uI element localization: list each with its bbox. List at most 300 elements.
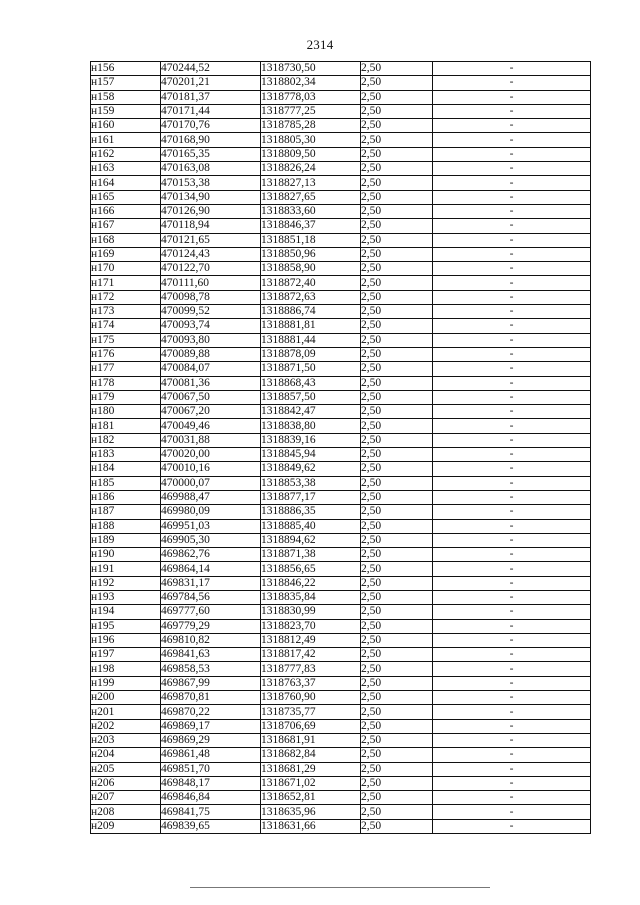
table-row bbox=[91, 691, 591, 705]
point-id-cell: н176 bbox=[91, 347, 161, 361]
table-row bbox=[91, 748, 591, 762]
x-coordinate-cell: 470031,88 bbox=[161, 433, 261, 447]
point-id-cell: н190 bbox=[91, 548, 161, 562]
point-id-cell: н203 bbox=[91, 733, 161, 747]
table-row bbox=[91, 705, 591, 719]
description-cell: - bbox=[433, 590, 591, 604]
point-id-cell: н205 bbox=[91, 762, 161, 776]
y-coordinate-cell: 1318872,63 bbox=[261, 290, 361, 304]
y-coordinate-cell: 1318881,44 bbox=[261, 333, 361, 347]
table-row bbox=[91, 90, 591, 104]
y-coordinate-cell: 1318631,66 bbox=[261, 819, 361, 833]
point-id-cell: н206 bbox=[91, 776, 161, 790]
point-id-cell: н162 bbox=[91, 147, 161, 161]
point-id-cell: н180 bbox=[91, 405, 161, 419]
description-cell: - bbox=[433, 662, 591, 676]
x-coordinate-cell: 470124,43 bbox=[161, 247, 261, 261]
point-id-cell: н189 bbox=[91, 533, 161, 547]
point-id-cell: н188 bbox=[91, 519, 161, 533]
error-cell: 2,50 bbox=[361, 104, 433, 118]
error-cell: 2,50 bbox=[361, 190, 433, 204]
table-row bbox=[91, 347, 591, 361]
y-coordinate-cell: 1318817,42 bbox=[261, 648, 361, 662]
error-cell: 2,50 bbox=[361, 204, 433, 218]
error-cell: 2,50 bbox=[361, 605, 433, 619]
error-cell: 2,50 bbox=[361, 590, 433, 604]
point-id-cell: н163 bbox=[91, 162, 161, 176]
error-cell: 2,50 bbox=[361, 247, 433, 261]
error-cell: 2,50 bbox=[361, 705, 433, 719]
table-row bbox=[91, 805, 591, 819]
y-coordinate-cell: 1318846,22 bbox=[261, 576, 361, 590]
description-cell: - bbox=[433, 290, 591, 304]
x-coordinate-cell: 470020,00 bbox=[161, 448, 261, 462]
description-cell: - bbox=[433, 62, 591, 76]
error-cell: 2,50 bbox=[361, 433, 433, 447]
error-cell: 2,50 bbox=[361, 219, 433, 233]
error-cell: 2,50 bbox=[361, 233, 433, 247]
point-id-cell: н161 bbox=[91, 133, 161, 147]
description-cell: - bbox=[433, 676, 591, 690]
description-cell: - bbox=[433, 376, 591, 390]
point-id-cell: н166 bbox=[91, 204, 161, 218]
y-coordinate-cell: 1318760,90 bbox=[261, 691, 361, 705]
error-cell: 2,50 bbox=[361, 276, 433, 290]
x-coordinate-cell: 469862,76 bbox=[161, 548, 261, 562]
point-id-cell: н165 bbox=[91, 190, 161, 204]
table-row bbox=[91, 791, 591, 805]
error-cell: 2,50 bbox=[361, 62, 433, 76]
y-coordinate-cell: 1318871,50 bbox=[261, 362, 361, 376]
coordinates-table bbox=[90, 61, 591, 834]
error-cell: 2,50 bbox=[361, 290, 433, 304]
table-row bbox=[91, 176, 591, 190]
x-coordinate-cell: 469869,17 bbox=[161, 719, 261, 733]
y-coordinate-cell: 1318805,30 bbox=[261, 133, 361, 147]
page-number: 2314 bbox=[306, 37, 334, 52]
point-id-cell: н192 bbox=[91, 576, 161, 590]
table-row bbox=[91, 119, 591, 133]
y-coordinate-cell: 1318872,40 bbox=[261, 276, 361, 290]
description-cell: - bbox=[433, 548, 591, 562]
description-cell: - bbox=[433, 262, 591, 276]
description-cell: - bbox=[433, 333, 591, 347]
table-row bbox=[91, 776, 591, 790]
y-coordinate-cell: 1318850,96 bbox=[261, 247, 361, 261]
point-id-cell: н171 bbox=[91, 276, 161, 290]
description-cell: - bbox=[433, 76, 591, 90]
x-coordinate-cell: 470121,65 bbox=[161, 233, 261, 247]
y-coordinate-cell: 1318777,83 bbox=[261, 662, 361, 676]
y-coordinate-cell: 1318827,13 bbox=[261, 176, 361, 190]
y-coordinate-cell: 1318886,35 bbox=[261, 505, 361, 519]
point-id-cell: н160 bbox=[91, 119, 161, 133]
y-coordinate-cell: 1318777,25 bbox=[261, 104, 361, 118]
y-coordinate-cell: 1318871,38 bbox=[261, 548, 361, 562]
x-coordinate-cell: 469988,47 bbox=[161, 490, 261, 504]
error-cell: 2,50 bbox=[361, 133, 433, 147]
error-cell: 2,50 bbox=[361, 162, 433, 176]
y-coordinate-cell: 1318671,02 bbox=[261, 776, 361, 790]
point-id-cell: н182 bbox=[91, 433, 161, 447]
x-coordinate-cell: 470170,76 bbox=[161, 119, 261, 133]
table-row bbox=[91, 519, 591, 533]
y-coordinate-cell: 1318851,18 bbox=[261, 233, 361, 247]
table-row bbox=[91, 262, 591, 276]
point-id-cell: н197 bbox=[91, 648, 161, 662]
description-cell: - bbox=[433, 776, 591, 790]
x-coordinate-cell: 469867,99 bbox=[161, 676, 261, 690]
description-cell: - bbox=[433, 190, 591, 204]
error-cell: 2,50 bbox=[361, 576, 433, 590]
table-row bbox=[91, 319, 591, 333]
x-coordinate-cell: 469777,60 bbox=[161, 605, 261, 619]
error-cell: 2,50 bbox=[361, 619, 433, 633]
point-id-cell: н184 bbox=[91, 462, 161, 476]
table-row bbox=[91, 762, 591, 776]
description-cell: - bbox=[433, 462, 591, 476]
description-cell: - bbox=[433, 204, 591, 218]
x-coordinate-cell: 469839,65 bbox=[161, 819, 261, 833]
description-cell: - bbox=[433, 533, 591, 547]
description-cell: - bbox=[433, 247, 591, 261]
point-id-cell: н164 bbox=[91, 176, 161, 190]
x-coordinate-cell: 469951,03 bbox=[161, 519, 261, 533]
table-row bbox=[91, 562, 591, 576]
table-row bbox=[91, 247, 591, 261]
error-cell: 2,50 bbox=[361, 476, 433, 490]
description-cell: - bbox=[433, 605, 591, 619]
error-cell: 2,50 bbox=[361, 548, 433, 562]
description-cell: - bbox=[433, 219, 591, 233]
table-row bbox=[91, 376, 591, 390]
table-row bbox=[91, 648, 591, 662]
error-cell: 2,50 bbox=[361, 119, 433, 133]
x-coordinate-cell: 470111,60 bbox=[161, 276, 261, 290]
y-coordinate-cell: 1318802,34 bbox=[261, 76, 361, 90]
x-coordinate-cell: 470165,35 bbox=[161, 147, 261, 161]
description-cell: - bbox=[433, 433, 591, 447]
x-coordinate-cell: 470000,07 bbox=[161, 476, 261, 490]
error-cell: 2,50 bbox=[361, 533, 433, 547]
x-coordinate-cell: 470098,78 bbox=[161, 290, 261, 304]
x-coordinate-cell: 469870,22 bbox=[161, 705, 261, 719]
description-cell: - bbox=[433, 505, 591, 519]
point-id-cell: н207 bbox=[91, 791, 161, 805]
point-id-cell: н196 bbox=[91, 633, 161, 647]
x-coordinate-cell: 469810,82 bbox=[161, 633, 261, 647]
y-coordinate-cell: 1318635,96 bbox=[261, 805, 361, 819]
point-id-cell: н156 bbox=[91, 62, 161, 76]
y-coordinate-cell: 1318839,16 bbox=[261, 433, 361, 447]
description-cell: - bbox=[433, 305, 591, 319]
error-cell: 2,50 bbox=[361, 462, 433, 476]
table-row bbox=[91, 219, 591, 233]
x-coordinate-cell: 470153,38 bbox=[161, 176, 261, 190]
y-coordinate-cell: 1318842,47 bbox=[261, 405, 361, 419]
y-coordinate-cell: 1318838,80 bbox=[261, 419, 361, 433]
table-row bbox=[91, 305, 591, 319]
point-id-cell: н209 bbox=[91, 819, 161, 833]
error-cell: 2,50 bbox=[361, 719, 433, 733]
error-cell: 2,50 bbox=[361, 90, 433, 104]
x-coordinate-cell: 470081,36 bbox=[161, 376, 261, 390]
y-coordinate-cell: 1318681,29 bbox=[261, 762, 361, 776]
error-cell: 2,50 bbox=[361, 733, 433, 747]
error-cell: 2,50 bbox=[361, 419, 433, 433]
point-id-cell: н170 bbox=[91, 262, 161, 276]
table-row bbox=[91, 433, 591, 447]
table-row bbox=[91, 448, 591, 462]
x-coordinate-cell: 470181,37 bbox=[161, 90, 261, 104]
description-cell: - bbox=[433, 633, 591, 647]
point-id-cell: н201 bbox=[91, 705, 161, 719]
x-coordinate-cell: 469980,09 bbox=[161, 505, 261, 519]
description-cell: - bbox=[433, 762, 591, 776]
point-id-cell: н157 bbox=[91, 76, 161, 90]
error-cell: 2,50 bbox=[361, 691, 433, 705]
point-id-cell: н183 bbox=[91, 448, 161, 462]
x-coordinate-cell: 470067,20 bbox=[161, 405, 261, 419]
x-coordinate-cell: 469779,29 bbox=[161, 619, 261, 633]
x-coordinate-cell: 469841,75 bbox=[161, 805, 261, 819]
description-cell: - bbox=[433, 390, 591, 404]
page-bottom-rule bbox=[190, 887, 490, 888]
error-cell: 2,50 bbox=[361, 347, 433, 361]
point-id-cell: н202 bbox=[91, 719, 161, 733]
y-coordinate-cell: 1318682,84 bbox=[261, 748, 361, 762]
x-coordinate-cell: 470067,50 bbox=[161, 390, 261, 404]
y-coordinate-cell: 1318886,74 bbox=[261, 305, 361, 319]
coordinates-table-body bbox=[91, 62, 591, 834]
point-id-cell: н177 bbox=[91, 362, 161, 376]
y-coordinate-cell: 1318785,28 bbox=[261, 119, 361, 133]
x-coordinate-cell: 470118,94 bbox=[161, 219, 261, 233]
description-cell: - bbox=[433, 476, 591, 490]
description-cell: - bbox=[433, 147, 591, 161]
table-row bbox=[91, 390, 591, 404]
point-id-cell: н158 bbox=[91, 90, 161, 104]
point-id-cell: н168 bbox=[91, 233, 161, 247]
error-cell: 2,50 bbox=[361, 376, 433, 390]
x-coordinate-cell: 470126,90 bbox=[161, 204, 261, 218]
description-cell: - bbox=[433, 691, 591, 705]
description-cell: - bbox=[433, 490, 591, 504]
description-cell: - bbox=[433, 648, 591, 662]
description-cell: - bbox=[433, 819, 591, 833]
x-coordinate-cell: 469864,14 bbox=[161, 562, 261, 576]
error-cell: 2,50 bbox=[361, 776, 433, 790]
point-id-cell: н200 bbox=[91, 691, 161, 705]
error-cell: 2,50 bbox=[361, 305, 433, 319]
table-row bbox=[91, 605, 591, 619]
x-coordinate-cell: 470244,52 bbox=[161, 62, 261, 76]
description-cell: - bbox=[433, 362, 591, 376]
description-cell: - bbox=[433, 176, 591, 190]
table-row bbox=[91, 590, 591, 604]
description-cell: - bbox=[433, 519, 591, 533]
table-row bbox=[91, 505, 591, 519]
table-row bbox=[91, 548, 591, 562]
x-coordinate-cell: 469851,70 bbox=[161, 762, 261, 776]
table-row bbox=[91, 533, 591, 547]
y-coordinate-cell: 1318868,43 bbox=[261, 376, 361, 390]
description-cell: - bbox=[433, 119, 591, 133]
error-cell: 2,50 bbox=[361, 76, 433, 90]
x-coordinate-cell: 469831,17 bbox=[161, 576, 261, 590]
y-coordinate-cell: 1318830,99 bbox=[261, 605, 361, 619]
description-cell: - bbox=[433, 719, 591, 733]
error-cell: 2,50 bbox=[361, 176, 433, 190]
y-coordinate-cell: 1318894,62 bbox=[261, 533, 361, 547]
point-id-cell: н181 bbox=[91, 419, 161, 433]
y-coordinate-cell: 1318823,70 bbox=[261, 619, 361, 633]
table-row bbox=[91, 576, 591, 590]
point-id-cell: н208 bbox=[91, 805, 161, 819]
y-coordinate-cell: 1318881,81 bbox=[261, 319, 361, 333]
x-coordinate-cell: 469905,30 bbox=[161, 533, 261, 547]
point-id-cell: н173 bbox=[91, 305, 161, 319]
table-row bbox=[91, 819, 591, 833]
y-coordinate-cell: 1318826,24 bbox=[261, 162, 361, 176]
description-cell: - bbox=[433, 162, 591, 176]
y-coordinate-cell: 1318878,09 bbox=[261, 347, 361, 361]
point-id-cell: н179 bbox=[91, 390, 161, 404]
error-cell: 2,50 bbox=[361, 390, 433, 404]
table-row bbox=[91, 333, 591, 347]
description-cell: - bbox=[433, 133, 591, 147]
x-coordinate-cell: 470093,74 bbox=[161, 319, 261, 333]
description-cell: - bbox=[433, 448, 591, 462]
description-cell: - bbox=[433, 748, 591, 762]
error-cell: 2,50 bbox=[361, 819, 433, 833]
x-coordinate-cell: 470168,90 bbox=[161, 133, 261, 147]
y-coordinate-cell: 1318858,90 bbox=[261, 262, 361, 276]
table-row bbox=[91, 104, 591, 118]
point-id-cell: н187 bbox=[91, 505, 161, 519]
x-coordinate-cell: 470201,21 bbox=[161, 76, 261, 90]
x-coordinate-cell: 470093,80 bbox=[161, 333, 261, 347]
y-coordinate-cell: 1318835,84 bbox=[261, 590, 361, 604]
x-coordinate-cell: 470099,52 bbox=[161, 305, 261, 319]
y-coordinate-cell: 1318681,91 bbox=[261, 733, 361, 747]
table-row bbox=[91, 76, 591, 90]
error-cell: 2,50 bbox=[361, 562, 433, 576]
error-cell: 2,50 bbox=[361, 633, 433, 647]
table-row bbox=[91, 276, 591, 290]
table-row bbox=[91, 462, 591, 476]
error-cell: 2,50 bbox=[361, 805, 433, 819]
y-coordinate-cell: 1318763,37 bbox=[261, 676, 361, 690]
y-coordinate-cell: 1318833,60 bbox=[261, 204, 361, 218]
x-coordinate-cell: 469869,29 bbox=[161, 733, 261, 747]
description-cell: - bbox=[433, 319, 591, 333]
point-id-cell: н159 bbox=[91, 104, 161, 118]
description-cell: - bbox=[433, 576, 591, 590]
point-id-cell: н174 bbox=[91, 319, 161, 333]
y-coordinate-cell: 1318846,37 bbox=[261, 219, 361, 233]
point-id-cell: н175 bbox=[91, 333, 161, 347]
point-id-cell: н199 bbox=[91, 676, 161, 690]
error-cell: 2,50 bbox=[361, 262, 433, 276]
y-coordinate-cell: 1318849,62 bbox=[261, 462, 361, 476]
x-coordinate-cell: 470010,16 bbox=[161, 462, 261, 476]
error-cell: 2,50 bbox=[361, 319, 433, 333]
error-cell: 2,50 bbox=[361, 648, 433, 662]
y-coordinate-cell: 1318857,50 bbox=[261, 390, 361, 404]
x-coordinate-cell: 469841,63 bbox=[161, 648, 261, 662]
table-row bbox=[91, 733, 591, 747]
description-cell: - bbox=[433, 619, 591, 633]
description-cell: - bbox=[433, 791, 591, 805]
description-cell: - bbox=[433, 705, 591, 719]
error-cell: 2,50 bbox=[361, 362, 433, 376]
table-row bbox=[91, 162, 591, 176]
description-cell: - bbox=[433, 562, 591, 576]
y-coordinate-cell: 1318730,50 bbox=[261, 62, 361, 76]
table-row bbox=[91, 476, 591, 490]
point-id-cell: н169 bbox=[91, 247, 161, 261]
table-row bbox=[91, 147, 591, 161]
point-id-cell: н204 bbox=[91, 748, 161, 762]
y-coordinate-cell: 1318735,77 bbox=[261, 705, 361, 719]
y-coordinate-cell: 1318856,65 bbox=[261, 562, 361, 576]
x-coordinate-cell: 469858,53 bbox=[161, 662, 261, 676]
table-row bbox=[91, 490, 591, 504]
x-coordinate-cell: 469861,48 bbox=[161, 748, 261, 762]
y-coordinate-cell: 1318652,81 bbox=[261, 791, 361, 805]
description-cell: - bbox=[433, 347, 591, 361]
table-row bbox=[91, 190, 591, 204]
x-coordinate-cell: 470171,44 bbox=[161, 104, 261, 118]
y-coordinate-cell: 1318827,65 bbox=[261, 190, 361, 204]
point-id-cell: н195 bbox=[91, 619, 161, 633]
x-coordinate-cell: 470134,90 bbox=[161, 190, 261, 204]
table-row bbox=[91, 662, 591, 676]
error-cell: 2,50 bbox=[361, 448, 433, 462]
x-coordinate-cell: 470049,46 bbox=[161, 419, 261, 433]
y-coordinate-cell: 1318845,94 bbox=[261, 448, 361, 462]
table-row bbox=[91, 133, 591, 147]
error-cell: 2,50 bbox=[361, 505, 433, 519]
point-id-cell: н194 bbox=[91, 605, 161, 619]
description-cell: - bbox=[433, 405, 591, 419]
table-row bbox=[91, 633, 591, 647]
table-row bbox=[91, 204, 591, 218]
description-cell: - bbox=[433, 276, 591, 290]
table-row bbox=[91, 405, 591, 419]
y-coordinate-cell: 1318809,50 bbox=[261, 147, 361, 161]
point-id-cell: н178 bbox=[91, 376, 161, 390]
table-row bbox=[91, 419, 591, 433]
x-coordinate-cell: 469846,84 bbox=[161, 791, 261, 805]
description-cell: - bbox=[433, 104, 591, 118]
table-row bbox=[91, 62, 591, 76]
table-row bbox=[91, 619, 591, 633]
error-cell: 2,50 bbox=[361, 748, 433, 762]
point-id-cell: н167 bbox=[91, 219, 161, 233]
y-coordinate-cell: 1318812,49 bbox=[261, 633, 361, 647]
table-row bbox=[91, 233, 591, 247]
table-row bbox=[91, 362, 591, 376]
point-id-cell: н198 bbox=[91, 662, 161, 676]
y-coordinate-cell: 1318885,40 bbox=[261, 519, 361, 533]
error-cell: 2,50 bbox=[361, 762, 433, 776]
table-row bbox=[91, 676, 591, 690]
x-coordinate-cell: 470122,70 bbox=[161, 262, 261, 276]
x-coordinate-cell: 469870,81 bbox=[161, 691, 261, 705]
description-cell: - bbox=[433, 233, 591, 247]
